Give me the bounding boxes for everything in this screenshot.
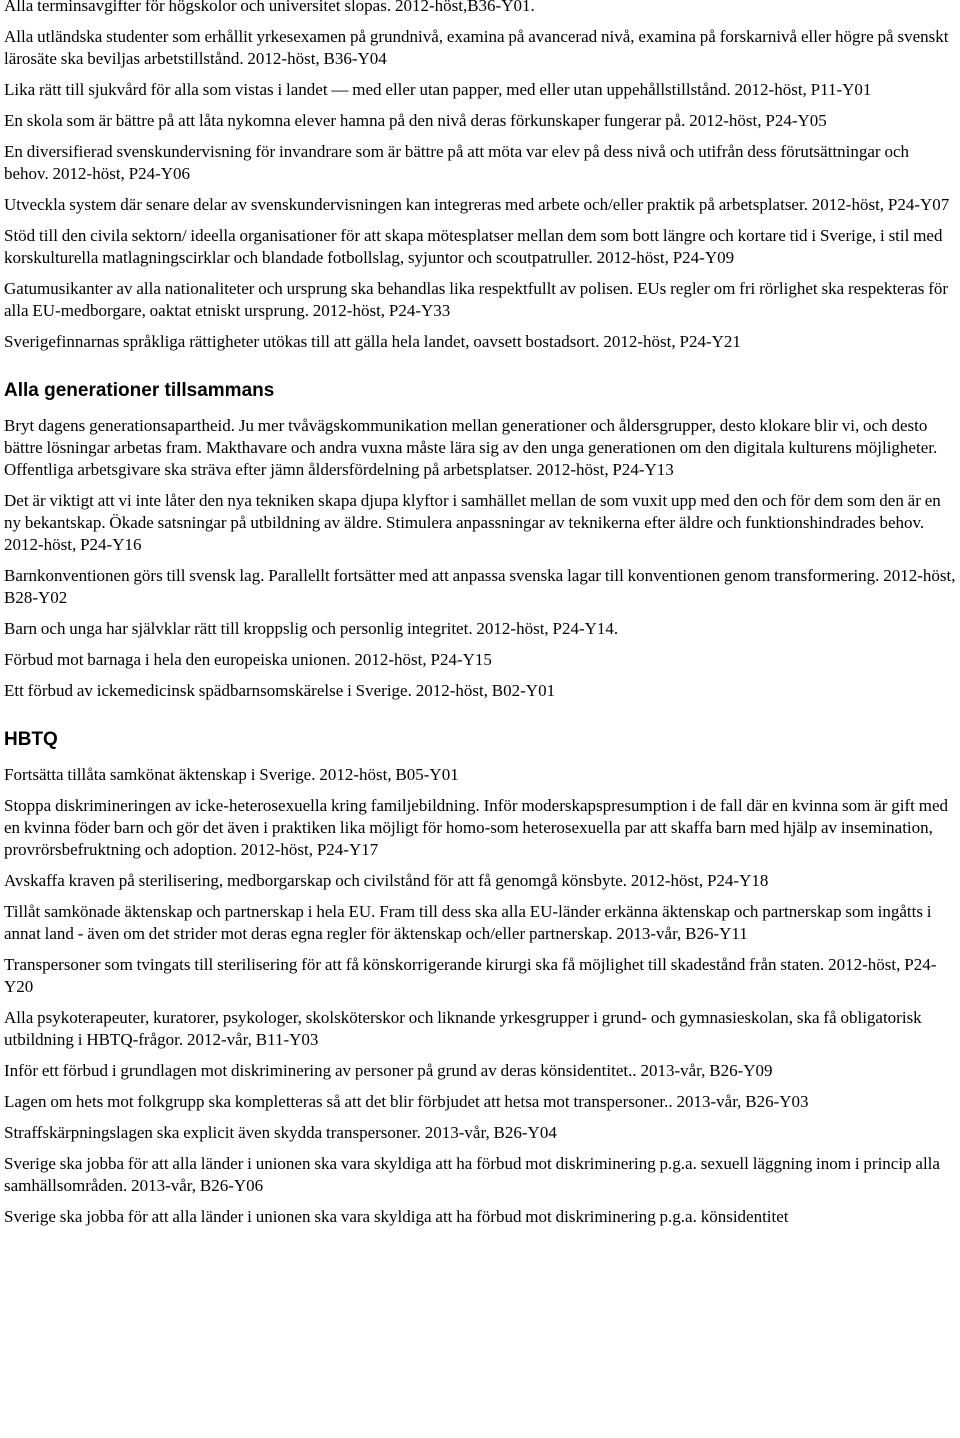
paragraph: Stöd till den civila sektorn/ ideella organisationer för att skapa mötesplatser mellan dem som bott längre och kortare tid i Sverige, i stil med korskulturella matlagningscirklar och blandade fotbollslag, syjuntor och scoutpatruller. 2012-höst, P24-Y09 <box>4 226 943 267</box>
paragraph: Gatumusikanter av alla nationaliteter och ursprung ska behandlas lika respektfullt av polisen. EUs regler om fri rörlighet ska respekteras för alla EU-medborgare, oaktat etniskt ursprung. 2012-höst, P24-Y33 <box>4 279 949 320</box>
paragraph: En skola som är bättre på att låta nykomna elever hamna på den nivå deras förkunskaper fungerar på. 2012-höst, P24-Y05 <box>4 111 827 130</box>
paragraph: Sverige ska jobba för att alla länder i unionen ska vara skyldiga att ha förbud mot diskriminering p.g.a. könsidentitet <box>4 1207 789 1226</box>
paragraph: Barnkonventionen görs till svensk lag. Parallellt fortsätter med att anpassa svenska lagar till konventionen genom transformering. 2012-höst, B28-Y02 <box>4 566 956 607</box>
paragraph: Förbud mot barnaga i hela den europeiska unionen. 2012-höst, P24-Y15 <box>4 650 492 669</box>
paragraph: Alla psykoterapeuter, kuratorer, psykologer, skolsköterskor och liknande yrkesgrupper i grund- och gymnasieskolan, ska få obligatorisk utbildning i HBTQ-frågor. 2012-vår, B11-Y03 <box>4 1008 922 1049</box>
paragraph: Sverige ska jobba för att alla länder i unionen ska vara skyldiga att ha förbud mot diskriminering p.g.a. sexuell läggning inom i princip alla samhällsområden. 2013-vår, B26-Y06 <box>4 1154 940 1195</box>
paragraph: En diversifierad svenskundervisning för invandrare som är bättre på att möta var elev på dess nivå och utifrån dess förutsättningar och behov. 2012-höst, P24-Y06 <box>4 142 909 183</box>
paragraph: Sverigefinnarnas språkliga rättigheter utökas till att gälla hela landet, oavsett bostadsort. 2012-höst, P24-Y21 <box>4 332 741 351</box>
section-heading: HBTQ <box>4 729 58 750</box>
paragraph: Tillåt samkönade äktenskap och partnerskap i hela EU. Fram till dess ska alla EU-länder erkänna äktenskap och partnerskap som ingåtts i annat land - även om det strider mot deras egna regler för äktenskap och/eller partnerskap. 2013-vår, B26-Y11 <box>4 902 932 943</box>
paragraph: Alla terminsavgifter för högskolor och universitet slopas. 2012-höst,B36-Y01. <box>4 0 535 15</box>
paragraph: Transpersoner som tvingats till sterilisering för att få könskorrigerande kirurgi ska få möjlighet till skadestånd från staten. 2012-höst, P24-Y20 <box>4 955 937 996</box>
paragraph: Fortsätta tillåta samkönat äktenskap i Sverige. 2012-höst, B05-Y01 <box>4 765 459 784</box>
section-hbtq <box>4 728 956 1228</box>
paragraph: Stoppa diskrimineringen av icke-heterosexuella kring familjebildning. Inför moderskapspresumption i de fall där en kvinna som är gift med en kvinna föder barn och gör det även i praktiken lika möjligt för homo-som heterosexuella par att skaffa barn med hjälp av insemination, provrörsbefruktning och adoption. 2012-höst, P24-Y17 <box>4 796 949 859</box>
paragraph: Lagen om hets mot folkgrupp ska kompletteras så att det blir förbjudet att hetsa mot transpersoner.. 2013-vår, B26-Y03 <box>4 1092 809 1111</box>
paragraph: Straffskärpningslagen ska explicit även skydda transpersoner. 2013-vår, B26-Y04 <box>4 1123 557 1142</box>
paragraph: Lika rätt till sjukvård för alla som vistas i landet — med eller utan papper, med eller utan uppehållstillstånd. 2012-höst, P11-Y01 <box>4 80 872 99</box>
section-heading: Alla generationer tillsammans <box>4 380 275 401</box>
paragraph: Inför ett förbud i grundlagen mot diskriminering av personer på grund av deras könsidentitet.. 2013-vår, B26-Y09 <box>4 1061 773 1080</box>
paragraph: Utveckla system där senare delar av svenskundervisningen kan integreras med arbete och/eller praktik på arbetsplatser. 2012-höst, P24-Y07 <box>4 195 950 214</box>
section-migration <box>4 0 956 353</box>
paragraph: Bryt dagens generationsapartheid. Ju mer tvåvägskommunikation mellan generationer och åldersgrupper, desto klokare blir vi, och desto bättre lösningar arbetas fram. Makthavare och andra vuxna måste lära sig av den unga generationen om den digitala kulturens möjligheter. Offentliga arbetsgivare ska sträva efter jämn åldersfördelning på arbetsplatser. 2012-höst, P24-Y13 <box>4 416 938 479</box>
paragraph: Avskaffa kraven på sterilisering, medborgarskap och civilstånd för att få genomgå könsbyte. 2012-höst, P24-Y18 <box>4 871 769 890</box>
paragraph: Det är viktigt att vi inte låter den nya tekniken skapa djupa klyftor i samhället mellan de som vuxit upp med den och för dem som den är en ny bekantskap. Ökade satsningar på utbildning av äldre. Stimulera anpassningar av teknikerna efter äldre och funktionshindrades behov. 2012-höst, P24-Y16 <box>4 491 941 554</box>
paragraph: Barn och unga har självklar rätt till kroppslig och personlig integritet. 2012-höst, P24-Y14. <box>4 619 619 638</box>
paragraph: Alla utländska studenter som erhållit yrkesexamen på grundnivå, examina på avancerad nivå, examina på forskarnivå eller högre på svenskt lärosäte ska beviljas arbetstillstånd. 2012-höst, B36-Y04 <box>4 27 949 68</box>
paragraph: Ett förbud av ickemedicinsk spädbarnsomskärelse i Sverige. 2012-höst, B02-Y01 <box>4 681 556 700</box>
section-generations <box>4 379 956 702</box>
